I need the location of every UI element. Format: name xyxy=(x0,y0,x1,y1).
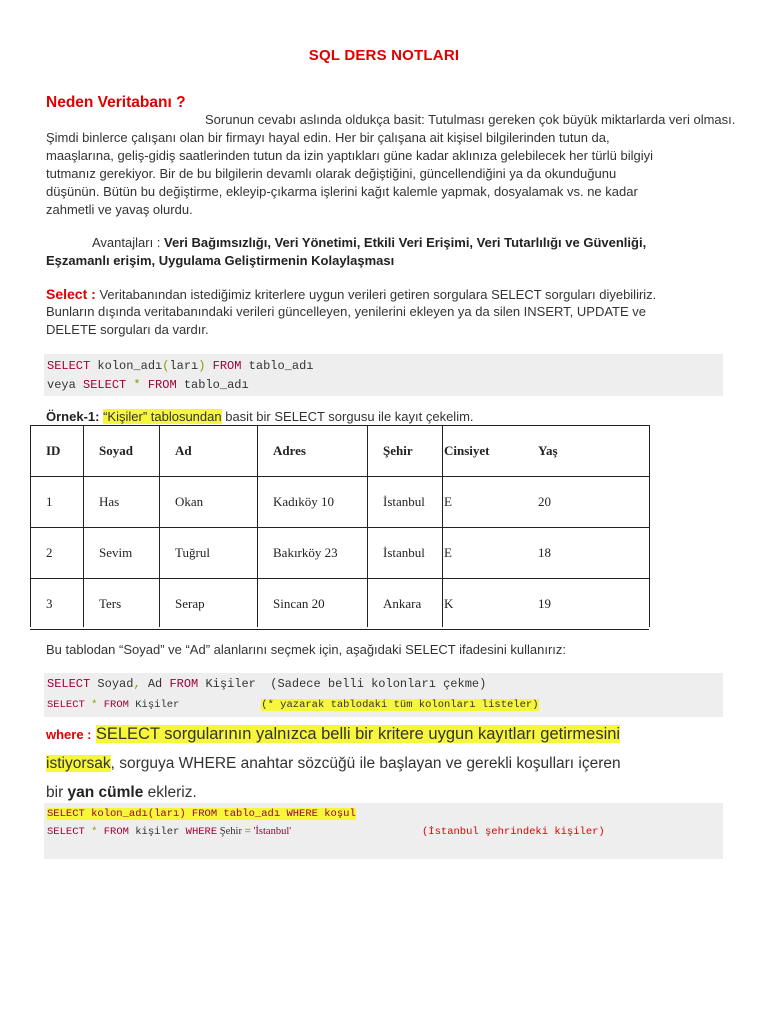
select-line-2: Bunların dışında veritabanındaki verileri güncelleyen, yenilerini ekleyen ya da silen INSERT, UPDATE ve xyxy=(46,304,646,319)
paragraph-line: Şimdi binlerce çalışanı olan bir firmayı hayal edin. Her bir çalışana ait kişisel bilgilerinden tutun da, xyxy=(46,130,610,145)
table-row xyxy=(30,477,649,528)
where-text: , sorguya WHERE anahtar sözcüğü ile başlayan ve gerekli koşulları içeren xyxy=(110,755,621,772)
code-highlight: (* yazarak tablodaki tüm kolonları listeler) xyxy=(261,699,539,711)
table-column-divider xyxy=(442,425,443,627)
example-1-highlight: “Kişiler” tablosundan xyxy=(103,409,222,424)
table-row xyxy=(30,528,649,579)
table-border-right xyxy=(649,425,650,627)
code-comment: (İstanbul şehrindeki kişiler) xyxy=(422,826,605,838)
paragraph-line: tutmanız gerekiyor. Bir de bu bilgilerin devamlı olarak değiştiğini, güncellendiğini ya da okunduğunu xyxy=(46,166,617,181)
where-highlight-2: istiyorsak xyxy=(46,755,111,772)
code-line: SELECT * FROM kişiler WHERE Şehir = 'İstanbul' xyxy=(47,826,292,838)
table-cell: Ters xyxy=(99,596,122,611)
table-cell: 19 xyxy=(538,596,551,611)
table-header-cell: Ad xyxy=(175,443,192,458)
code-line: SELECT kolon_adı(ları) FROM tablo_adı xyxy=(47,359,314,373)
table-cell: İstanbul xyxy=(383,494,425,509)
table-border-left xyxy=(30,425,31,627)
table-cell: Sevim xyxy=(99,545,133,560)
page-title: SQL DERS NOTLARI xyxy=(308,47,460,64)
table-header-cell: Yaş xyxy=(538,443,558,458)
table-cell: İstanbul xyxy=(383,545,425,560)
table-header-cell: Soyad xyxy=(99,443,133,458)
table-cell: Sincan 20 xyxy=(273,596,325,611)
table-column-divider xyxy=(83,425,84,627)
table-column-divider xyxy=(257,425,258,627)
table-header-cell: Şehir xyxy=(383,443,413,458)
select-line-1 xyxy=(46,285,656,304)
advantages-line xyxy=(92,234,646,252)
table-cell: Kadıköy 10 xyxy=(273,494,335,509)
table-cell: 20 xyxy=(538,494,551,509)
where-highlight-1: SELECT sorgularının yalnızca belli bir kritere uygun kayıtları getirmesini xyxy=(95,725,621,743)
kisiler-table xyxy=(30,425,649,630)
table-cell: Ankara xyxy=(383,596,422,611)
code-line: veya SELECT * FROM tablo_adı xyxy=(47,378,249,392)
select-line-3: DELETE sorguları da vardır. xyxy=(46,322,209,337)
where-line-2 xyxy=(46,749,621,778)
table-header-cell: ID xyxy=(46,443,61,458)
where-line-3: bir yan cümle ekleriz. xyxy=(46,784,197,801)
table-cell: Serap xyxy=(175,596,205,611)
select-label: Select : xyxy=(46,286,96,302)
code-highlight: SELECT kolon_adı(ları) FROM tablo_adı WHERE koşul xyxy=(47,808,356,820)
where-line-1 xyxy=(46,720,620,749)
table-header-row xyxy=(30,426,649,477)
paragraph-line: düşünün. Bütün bu değiştirme, ekleyip-çıkarma işlerini kağıt kalemle yapmak, dosyalamak vs. ne kadar xyxy=(46,184,638,199)
table-cell: Bakırköy 23 xyxy=(273,545,338,560)
table-cell: 3 xyxy=(46,596,53,611)
table-cell: 2 xyxy=(46,545,53,560)
table-cell: Tuğrul xyxy=(175,545,210,560)
where-label: where : xyxy=(46,727,92,742)
code-block-select-syntax xyxy=(44,354,723,396)
section-heading-why-database: Neden Veritabanı ? xyxy=(46,94,186,111)
table-cell: E xyxy=(444,494,452,509)
advantages-label: Avantajları : xyxy=(92,235,161,250)
code-line: SELECT Soyad, Ad FROM Kişiler (Sadece belli kolonları çekme) xyxy=(47,677,487,691)
paragraph-first-line: Sorunun cevabı aslında oldukça basit: Tutulması gereken çok büyük miktarlarda veri olması. xyxy=(205,112,736,127)
advantages-bold-1: Veri Bağımsızlığı, Veri Yönetimi, Etkili Veri Erişimi, Veri Tutarlılığı ve Güvenliği, xyxy=(164,235,647,250)
example-1-label: Örnek-1: xyxy=(46,409,100,424)
code-line xyxy=(47,805,356,823)
select-text-1: Veritabanından istediğimiz kriterlere uygun verileri getiren sorgulara SELECT sorguları diyebiliriz. xyxy=(99,287,657,302)
after-table-text: Bu tablodan “Soyad” ve “Ad” alanlarını seçmek için, aşağıdaki SELECT ifadesini kullanırız: xyxy=(46,642,567,657)
where-bold: yan cümle xyxy=(67,784,144,801)
table-row xyxy=(30,579,649,630)
example-1-text: basit bir SELECT sorgusu ile kayıt çekelim. xyxy=(221,409,474,424)
example-1-line xyxy=(46,408,474,426)
code-line: SELECT * FROM Kişiler (* yazarak tablodaki tüm kolonları listeler) xyxy=(47,699,539,711)
paragraph-line: maaşlarına, geliş-gidiş saatlerinden tutun da izin yaptıkları güne kadar aklınıza gelebilecek her türlü bilgiyi xyxy=(46,148,654,163)
table-header-cell: Adres xyxy=(273,443,306,458)
code-block-where xyxy=(44,803,723,859)
table-cell: 1 xyxy=(46,494,53,509)
table-cell: 18 xyxy=(538,545,551,560)
table-column-divider xyxy=(159,425,160,627)
table-cell: Has xyxy=(99,494,120,509)
paragraph-line: zahmetli ve yavaş olurdu. xyxy=(46,202,193,217)
advantages-line-2 xyxy=(46,252,394,270)
table-cell: Okan xyxy=(175,494,204,509)
table-column-divider xyxy=(367,425,368,627)
table-header-cell: Cinsiyet xyxy=(444,443,490,458)
code-block-select-columns xyxy=(44,673,723,717)
table-cell: E xyxy=(444,545,452,560)
table-cell: K xyxy=(444,596,454,611)
advantages-bold-2: Eşzamanlı erişim, Uygulama Geliştirmenin Kolaylaşması xyxy=(46,253,395,268)
